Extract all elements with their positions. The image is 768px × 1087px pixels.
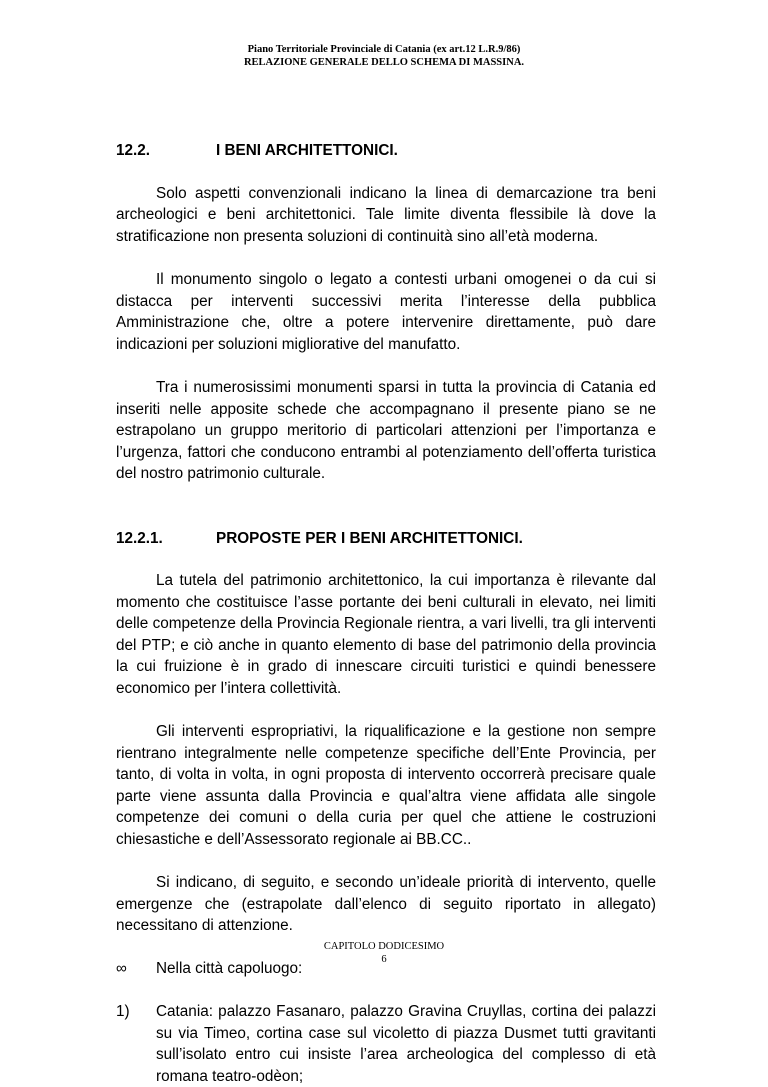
- subsection-number: 12.2.1.: [116, 529, 163, 547]
- subsection-title: PROPOSTE PER I BENI ARCHITETTONICI.: [216, 529, 523, 547]
- list-item: [116, 1001, 656, 1087]
- running-head: [0, 43, 768, 69]
- subsection-heading: [116, 528, 656, 550]
- section-number: 12.2.: [116, 142, 151, 159]
- section-title: I BENI ARCHITETTONICI.: [216, 142, 398, 159]
- paragraph: Solo aspetti convenzionali indicano la linea di demarcazione tra beni archeologici e beni architettonici. Tale limite diventa flessibile là dove la stratificazione non presenta soluzioni di continuità sino all’età moderna.: [116, 184, 656, 245]
- paragraph: Tra i numerosissimi monumenti sparsi in tutta la provincia di Catania ed inseriti nelle apposite schede che accompagnano il presente piano se ne estrapolano un gruppo meritorio di particolari attenzioni per l’importanza e l’urgenza, fattori che conducono entrambi al potenziamento dell’offerta turistica del nostro patrimonio culturale.: [116, 379, 656, 482]
- list-item-text: Catania: palazzo Fasanaro, palazzo Gravina Cruyllas, cortina dei palazzi su via Timeo, cortina case sul vicoletto di piazza Dusmet tutti gravitanti sull’isolato entro cui insiste l’area archeologica del complesso di età romana teatro-odèon;: [156, 1003, 656, 1085]
- section-heading: [116, 140, 656, 162]
- running-head-title: Piano Territoriale Provinciale di Catania (ex art.12 L.R.9/86): [247, 44, 521, 55]
- bullet-text: Nella città capoluogo:: [156, 959, 303, 977]
- page-number: 6: [381, 954, 387, 965]
- list-item-number: 1): [116, 1003, 130, 1020]
- running-head-subtitle: RELAZIONE GENERALE DELLO SCHEMA DI MASSINA.: [243, 57, 525, 68]
- page-footer: [0, 940, 768, 966]
- paragraph: Gli interventi espropriativi, la riqualificazione e la gestione non sempre rientrano integralmente nelle competenze specifiche dell’Ente Provincia, per tanto, di volta in volta, in ogni proposta di intervento occorrerà precisare quale parte viene assunta dalla Provincia e qual’altra viene affidata alle singole competenze dei comuni o della curia per quel che attiene le costruzioni chiesastiche e dell’Assessorato regionale ai BB.CC..: [116, 723, 656, 848]
- paragraph: Si indicano, di seguito, e secondo un’ideale priorità di intervento, quelle emergenze che (estrapolate dall’elenco di seguito riportato in allegato) necessitano di attenzione.: [116, 874, 656, 934]
- footer-chapter: CAPITOLO DODICESIMO: [323, 941, 445, 952]
- paragraph: La tutela del patrimonio architettonico, la cui importanza è rilevante dal momento che costituisce l’asse portante dei beni culturali in elevato, nei limiti delle competenze della Provincia Regionale rientra, a vari livelli, tra gli interventi del PTP; e ciò anche in quanto elemento di base del patrimonio della provincia la cui fruizione è in grado di innescare circuiti turistici e quindi benessere economico per l’intera collettività.: [116, 572, 656, 697]
- bullet-marker: ∞: [116, 959, 127, 977]
- paragraph: Il monumento singolo o legato a contesti urbani omogenei o da cui si distacca per interventi successivi merita l’interesse della pubblica Amministrazione che, oltre a potere intervenire direttamente, può dare indicazioni per soluzioni migliorative del manufatto.: [116, 271, 656, 353]
